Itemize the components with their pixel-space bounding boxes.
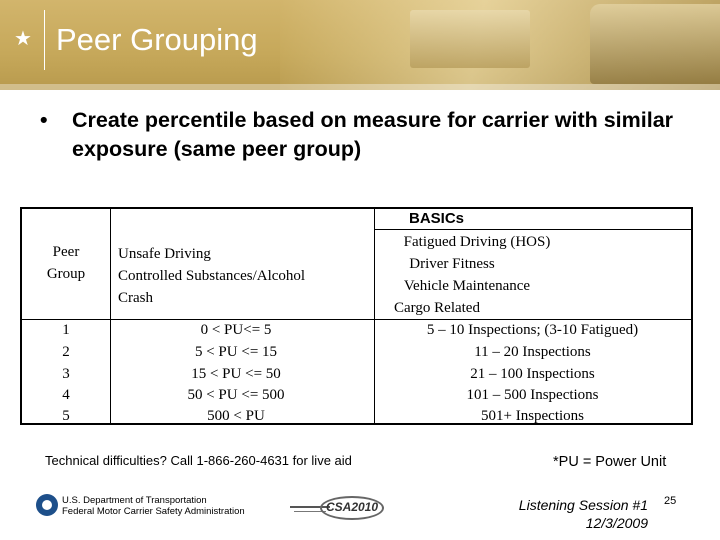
row-inspections: 101 – 500 Inspections bbox=[466, 387, 599, 403]
header-band bbox=[0, 84, 720, 90]
header-cargo-related: Cargo Related bbox=[394, 300, 480, 316]
row-pu: 15 < PU <= 50 bbox=[191, 366, 281, 382]
header-group: Group bbox=[46, 266, 86, 282]
dot-agency-text bbox=[62, 495, 245, 517]
header-driver-fitness: Driver Fitness bbox=[409, 256, 495, 272]
row-pu: 5 < PU <= 15 bbox=[194, 344, 278, 360]
row-pu: 500 < PU bbox=[207, 408, 265, 424]
dot-line-1: U.S. Department of Transportation bbox=[62, 495, 207, 506]
bus-image bbox=[590, 4, 720, 84]
dot-line-2: Federal Motor Carrier Safety Administration bbox=[62, 506, 245, 517]
session-title: Listening Session #1 bbox=[518, 497, 648, 513]
row-group: 2 bbox=[62, 344, 70, 360]
header-divider bbox=[44, 10, 45, 70]
header-crash: Crash bbox=[118, 290, 153, 306]
peer-group-table bbox=[20, 207, 693, 425]
basics-underline bbox=[374, 229, 691, 230]
session-date: 12/3/2009 bbox=[585, 515, 648, 531]
row-pu: 0 < PU<= 5 bbox=[200, 322, 272, 338]
session-info bbox=[518, 496, 648, 532]
bullet-text: Create percentile based on measure for carrier with similar exposure (same peer group) bbox=[72, 108, 674, 161]
header-unsafe-driving: Unsafe Driving bbox=[118, 246, 211, 262]
page-number: 25 bbox=[664, 495, 677, 507]
header-vehicle-maintenance: Vehicle Maintenance bbox=[403, 278, 531, 294]
row-group: 4 bbox=[62, 387, 70, 403]
csa2010-label: CSA2010 bbox=[326, 500, 379, 514]
row-inspections: 11 – 20 Inspections bbox=[474, 344, 591, 360]
row-inspections: 501+ Inspections bbox=[480, 408, 585, 424]
star-icon: ★ bbox=[14, 28, 32, 50]
row-pu: 50 < PU <= 500 bbox=[187, 387, 285, 403]
header-banner bbox=[0, 0, 720, 90]
bullet-icon: • bbox=[40, 108, 48, 132]
row-group: 1 bbox=[62, 322, 70, 338]
header-peer: Peer bbox=[52, 244, 80, 260]
header-controlled-substances: Controlled Substances/Alcohol bbox=[118, 268, 306, 284]
csa2010-logo bbox=[290, 494, 390, 524]
header-fatigued: Fatigued Driving (HOS) bbox=[403, 234, 551, 250]
pu-footnote: *PU = Power Unit bbox=[553, 454, 667, 470]
truck-image bbox=[410, 10, 530, 68]
basics-title: BASICs bbox=[408, 210, 464, 227]
row-group: 5 bbox=[62, 408, 70, 424]
row-group: 3 bbox=[62, 366, 70, 382]
slide-title: Peer Grouping bbox=[56, 22, 258, 57]
dot-logo-icon bbox=[36, 494, 58, 516]
row-inspections: 21 – 100 Inspections bbox=[470, 366, 595, 382]
technical-support-note: Technical difficulties? Call 1-866-260-4631 for live aid bbox=[45, 453, 352, 468]
row-inspections: 5 – 10 Inspections; (3-10 Fatigued) bbox=[426, 322, 639, 338]
